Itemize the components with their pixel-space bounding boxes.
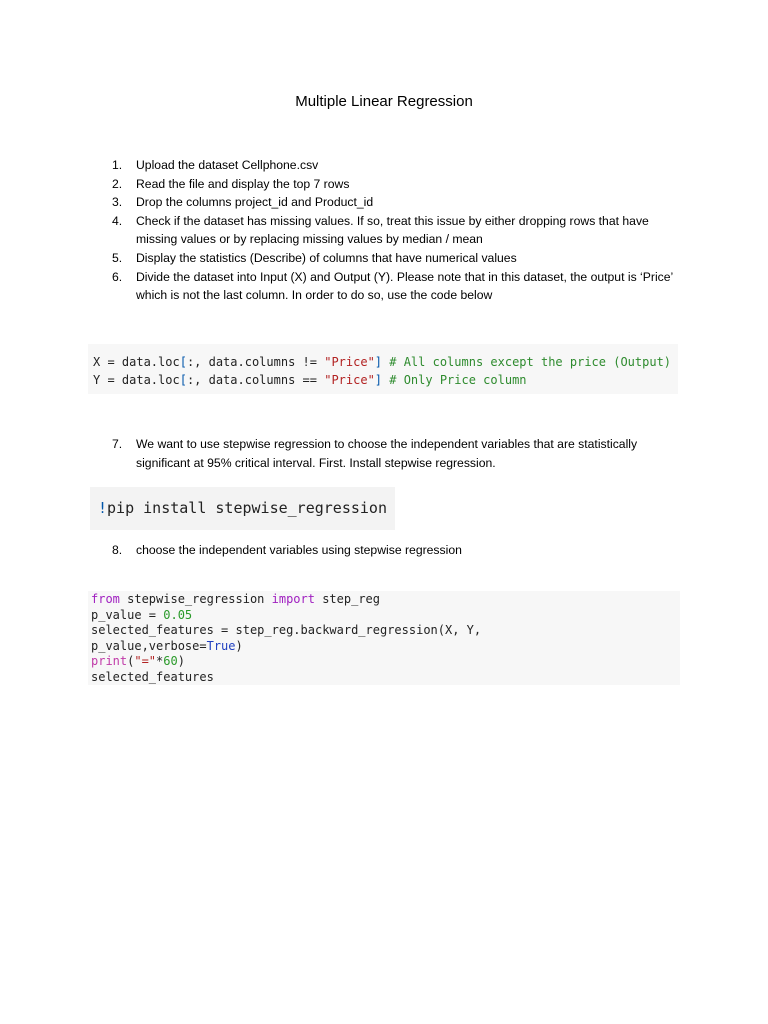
- list-item: [108, 268, 673, 305]
- code-number: 0.05: [163, 607, 193, 622]
- code-block-pip-install: [90, 487, 395, 530]
- code-token: !: [98, 499, 108, 517]
- list-item: [108, 249, 673, 268]
- code-token: p_value =: [91, 607, 164, 622]
- code-token: selected_features = step_reg.backward_regression(X, Y,: [91, 623, 482, 638]
- step-number: 2.: [112, 176, 123, 191]
- code-token: step_reg: [314, 592, 381, 606]
- list-item: [108, 435, 673, 472]
- list-item: [108, 212, 673, 249]
- code-token: stepwise_regression: [119, 592, 272, 606]
- code-token: [: [179, 355, 187, 369]
- code-comment: # Only Price column: [382, 373, 527, 387]
- code-function: print: [91, 654, 128, 669]
- step-text: choose the independent variables using stepwise regression: [136, 543, 462, 557]
- code-token: selected_features: [91, 669, 214, 684]
- step-number: 7.: [112, 437, 123, 451]
- step-text: Divide the dataset into Input (X) and Output (Y). Please note that in this dataset, the output is ‘Price’ which is not the last column. In order to do so, use the code below: [136, 269, 673, 303]
- code-line-y: [93, 373, 527, 387]
- code-token: pip install stepwise_regression: [107, 499, 387, 517]
- code-token: ): [177, 654, 185, 669]
- list-item: [108, 175, 673, 194]
- code-number: 60: [163, 654, 178, 669]
- list-item: [108, 193, 673, 212]
- code-token: ): [235, 638, 243, 653]
- step-number: 6.: [112, 269, 123, 284]
- step-text: Check if the dataset has missing values. If so, treat this issue by either dropping rows that have missing values or by replacing missing values by median / mean: [136, 213, 649, 247]
- code-string: "Price": [324, 373, 375, 387]
- step-number: 4.: [112, 213, 123, 228]
- code-token: *: [156, 654, 164, 669]
- code-token: p_value,verbose=: [91, 638, 207, 653]
- code-token: ]: [374, 355, 383, 369]
- code-token: :, data.columns !=: [186, 355, 325, 369]
- step-number: 8.: [112, 543, 123, 557]
- code-token: [: [179, 373, 187, 387]
- step-text: Upload the dataset Cellphone.csv: [136, 158, 319, 172]
- code-string: "Price": [324, 355, 375, 369]
- code-token: (: [127, 654, 135, 669]
- code-block-xy-split: [88, 344, 678, 394]
- step-text: Display the statistics (Describe) of columns that have numerical values: [136, 250, 517, 265]
- step-text: Read the file and display the top 7 rows: [136, 176, 350, 191]
- code-token: ]: [374, 373, 383, 387]
- steps-list: [108, 156, 673, 305]
- code-block-stepwise: [88, 591, 680, 685]
- step-number: 1.: [112, 158, 123, 172]
- code-keyword: True: [206, 638, 236, 653]
- list-item: [108, 541, 673, 560]
- code-token: :, data.columns ==: [186, 373, 325, 387]
- step-number: 5.: [112, 250, 123, 265]
- step-text: We want to use stepwise regression to choose the independent variables that are statistically significant at 95% critical interval. First. Install stepwise regression.: [136, 437, 638, 470]
- code-string: "=": [134, 654, 157, 669]
- code-token: X = data.loc: [93, 355, 180, 369]
- code-comment: # All columns except the price (Output): [382, 355, 672, 369]
- document-title: Multiple Linear Regression: [295, 93, 473, 110]
- step-number: 3.: [112, 195, 123, 210]
- code-token: Y = data.loc: [93, 373, 180, 387]
- code-keyword: import: [271, 592, 315, 606]
- code-keyword: from: [91, 592, 120, 606]
- list-item: [108, 156, 673, 175]
- step-text: Drop the columns project_id and Product_id: [136, 195, 374, 210]
- code-line-x: [93, 355, 671, 369]
